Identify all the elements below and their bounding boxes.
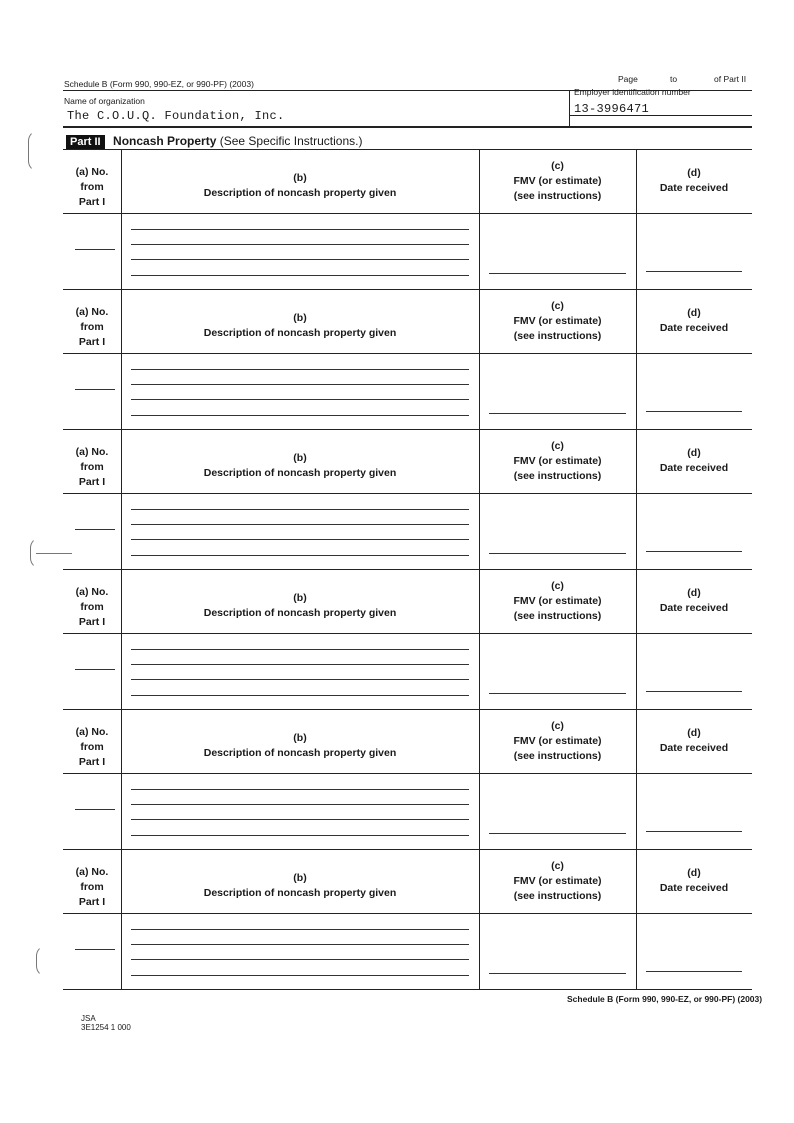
section-3-date-line[interactable] bbox=[646, 551, 742, 552]
ein-underline bbox=[569, 115, 752, 116]
section-6-column-divider bbox=[121, 849, 122, 989]
section-6-header-rule bbox=[63, 913, 752, 914]
section-3-description-line[interactable] bbox=[131, 539, 469, 540]
part-badge: Part II bbox=[66, 135, 105, 149]
section-5-header-rule bbox=[63, 773, 752, 774]
section-5-fmv-line[interactable] bbox=[489, 833, 626, 834]
section-4-column-divider bbox=[121, 569, 122, 709]
section-6-col-d-header: (d) Date received bbox=[659, 867, 729, 894]
section-5-description-line[interactable] bbox=[131, 835, 469, 836]
section-1-header-rule bbox=[63, 213, 752, 214]
section-2-top-rule bbox=[63, 289, 752, 290]
section-2-date-line[interactable] bbox=[646, 411, 742, 412]
section-3-description-line[interactable] bbox=[131, 509, 469, 510]
jsa-label: JSA bbox=[81, 1014, 96, 1023]
part-title: Noncash Property bbox=[113, 134, 217, 148]
section-4-number-line[interactable] bbox=[75, 669, 115, 670]
section-3-col-b-header: (b) Description of noncash property given bbox=[203, 452, 397, 479]
jsa-code bbox=[81, 1014, 131, 1032]
section-1-fmv-line[interactable] bbox=[489, 273, 626, 274]
section-4-date-line[interactable] bbox=[646, 691, 742, 692]
section-2-col-d-header: (d) Date received bbox=[659, 307, 729, 334]
section-4-col-d-header: (d) Date received bbox=[659, 587, 729, 614]
section-1-description-line[interactable] bbox=[131, 259, 469, 260]
section-1-col-c-header: (c) FMV (or estimate) (see instructions) bbox=[513, 160, 602, 202]
footer-form-id: Schedule B (Form 990, 990-EZ, or 990-PF) (2003) bbox=[567, 994, 763, 1004]
section-5-date-line[interactable] bbox=[646, 831, 742, 832]
ein-label: Employer identification number bbox=[574, 87, 691, 97]
to-label: to bbox=[670, 74, 678, 84]
section-2-number-line[interactable] bbox=[75, 389, 115, 390]
section-2-description-line[interactable] bbox=[131, 415, 469, 416]
section-4-description-line[interactable] bbox=[131, 649, 469, 650]
schedule-label: Schedule B (Form 990, 990-EZ, or 990-PF) (2003) bbox=[64, 79, 254, 89]
section-1-description-line[interactable] bbox=[131, 275, 469, 276]
section-3-col-d-header: (d) Date received bbox=[659, 447, 729, 474]
section-1-col-b-header: (b) Description of noncash property given bbox=[203, 172, 397, 199]
section-6-description-line[interactable] bbox=[131, 959, 469, 960]
section-5-top-rule bbox=[63, 709, 752, 710]
margin-mark bbox=[36, 945, 47, 977]
section-3-fmv-line[interactable] bbox=[489, 553, 626, 554]
section-1-top-rule bbox=[63, 149, 752, 150]
section-4-description-line[interactable] bbox=[131, 664, 469, 665]
section-6-top-rule bbox=[63, 849, 752, 850]
section-1-number-line[interactable] bbox=[75, 249, 115, 250]
section-3-col-c-header: (c) FMV (or estimate) (see instructions) bbox=[513, 440, 602, 482]
section-3-col-a-header: (a) No. from Part I bbox=[75, 446, 109, 488]
part-heading bbox=[66, 132, 362, 150]
section-1-column-divider bbox=[121, 149, 122, 289]
section-2-header-rule bbox=[63, 353, 752, 354]
section-1-description-line[interactable] bbox=[131, 229, 469, 230]
section-4-col-b-header: (b) Description of noncash property given bbox=[203, 592, 397, 619]
section-6-fmv-line[interactable] bbox=[489, 973, 626, 974]
margin-mark bbox=[36, 553, 72, 554]
section-4-col-c-header: (c) FMV (or estimate) (see instructions) bbox=[513, 580, 602, 622]
section-6-description-line[interactable] bbox=[131, 929, 469, 930]
section-2-column-divider bbox=[121, 289, 122, 429]
jsa-number: 3E1254 1 000 bbox=[81, 1023, 131, 1032]
section-4-top-rule bbox=[63, 569, 752, 570]
org-name-label: Name of organization bbox=[64, 96, 145, 106]
section-5-description-line[interactable] bbox=[131, 789, 469, 790]
ein-value: 13-3996471 bbox=[574, 102, 650, 116]
section-5-col-a-header: (a) No. from Part I bbox=[75, 726, 109, 768]
margin-mark bbox=[28, 130, 39, 172]
section-6-date-line[interactable] bbox=[646, 971, 742, 972]
section-4-col-a-header: (a) No. from Part I bbox=[75, 586, 109, 628]
section-2-fmv-line[interactable] bbox=[489, 413, 626, 414]
section-3-description-line[interactable] bbox=[131, 524, 469, 525]
section-2-description-line[interactable] bbox=[131, 384, 469, 385]
section-6-col-c-header: (c) FMV (or estimate) (see instructions) bbox=[513, 860, 602, 902]
part-subtitle: (See Specific Instructions.) bbox=[219, 134, 363, 148]
section-4-description-line[interactable] bbox=[131, 695, 469, 696]
section-3-column-divider bbox=[121, 429, 122, 569]
section-4-header-rule bbox=[63, 633, 752, 634]
section-1-col-a-header: (a) No. from Part I bbox=[75, 166, 109, 208]
section-2-description-line[interactable] bbox=[131, 399, 469, 400]
header-bottom-rule bbox=[63, 126, 752, 128]
section-5-col-d-header: (d) Date received bbox=[659, 727, 729, 754]
page-label: Page bbox=[618, 74, 638, 84]
section-2-col-b-header: (b) Description of noncash property given bbox=[203, 312, 397, 339]
section-6-col-b-header: (b) Description of noncash property given bbox=[203, 872, 397, 899]
table-bottom-rule bbox=[63, 989, 752, 990]
section-6-description-line[interactable] bbox=[131, 975, 469, 976]
section-5-col-c-header: (c) FMV (or estimate) (see instructions) bbox=[513, 720, 602, 762]
section-1-date-line[interactable] bbox=[646, 271, 742, 272]
section-6-number-line[interactable] bbox=[75, 949, 115, 950]
section-5-number-line[interactable] bbox=[75, 809, 115, 810]
section-5-description-line[interactable] bbox=[131, 804, 469, 805]
section-5-description-line[interactable] bbox=[131, 819, 469, 820]
of-part-label: of Part II bbox=[714, 74, 747, 84]
section-1-description-line[interactable] bbox=[131, 244, 469, 245]
section-3-description-line[interactable] bbox=[131, 555, 469, 556]
header-divider bbox=[569, 90, 570, 126]
section-2-description-line[interactable] bbox=[131, 369, 469, 370]
section-1-col-d-header: (d) Date received bbox=[659, 167, 729, 194]
section-3-number-line[interactable] bbox=[75, 529, 115, 530]
section-4-fmv-line[interactable] bbox=[489, 693, 626, 694]
section-3-top-rule bbox=[63, 429, 752, 430]
section-5-column-divider bbox=[121, 709, 122, 849]
section-2-col-a-header: (a) No. from Part I bbox=[75, 306, 109, 348]
section-6-col-a-header: (a) No. from Part I bbox=[75, 866, 109, 908]
section-4-description-line[interactable] bbox=[131, 679, 469, 680]
section-3-header-rule bbox=[63, 493, 752, 494]
section-5-col-b-header: (b) Description of noncash property given bbox=[203, 732, 397, 759]
org-name-value: The C.O.U.Q. Foundation, Inc. bbox=[67, 109, 285, 123]
section-6-description-line[interactable] bbox=[131, 944, 469, 945]
section-2-col-c-header: (c) FMV (or estimate) (see instructions) bbox=[513, 300, 602, 342]
